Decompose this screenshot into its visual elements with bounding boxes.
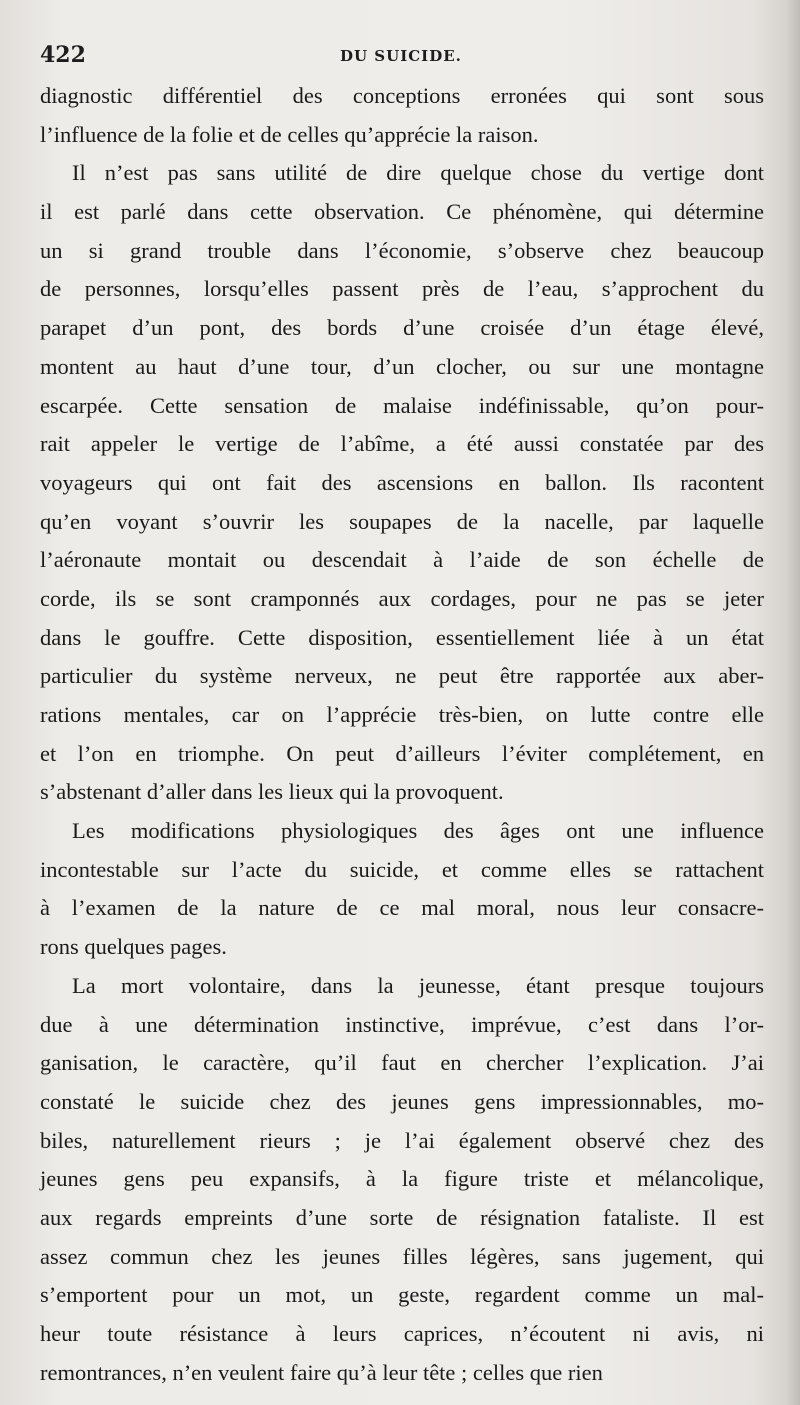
body-text <box>40 77 764 1392</box>
text-line: l’aéronaute montait ou descendait à l’aide de son échelle de <box>40 547 764 573</box>
text-line: assez commun chez les jeunes filles légères, sans jugement, qui <box>40 1243 764 1269</box>
text-line: escarpée. Cette sensation de malaise indéfinissable, qu’on pour- <box>40 392 764 418</box>
text-line: montent au haut d’une tour, d’un clocher, ou sur une montagne <box>40 353 764 379</box>
text-line: corde, ils se sont cramponnés aux cordages, pour ne pas se jeter <box>40 585 764 611</box>
running-header <box>40 40 764 70</box>
text-line: et l’on en triomphe. On peut d’ailleurs l’éviter complétement, en <box>40 740 764 766</box>
paragraph <box>40 812 764 967</box>
text-line: due à une détermination instinctive, imprévue, c’est dans l’or- <box>40 1011 764 1037</box>
text-line: Les modifications physiologiques des âges ont une influence <box>72 818 764 844</box>
paragraph <box>40 154 764 812</box>
text-line: constaté le suicide chez des jeunes gens impressionnables, mo- <box>40 1088 764 1114</box>
text-line: aux regards empreints d’une sorte de résignation fataliste. Il est <box>40 1204 764 1230</box>
page-edge-shadow <box>786 0 800 1405</box>
text-line: Il n’est pas sans utilité de dire quelque chose du vertige dont <box>72 160 764 186</box>
text-line: La mort volontaire, dans la jeunesse, étant presque toujours <box>72 972 764 998</box>
running-title: DU SUICIDE. <box>340 47 462 65</box>
text-line: l’influence de la folie et de celles qu’apprécie la raison. <box>40 121 539 147</box>
text-line: dans le gouffre. Cette disposition, essentiellement liée à un état <box>40 624 764 650</box>
text-line: à l’examen de la nature de ce mal moral, nous leur consacre- <box>40 895 764 921</box>
text-line: jeunes gens peu expansifs, à la figure triste et mélancolique, <box>40 1166 764 1192</box>
text-line: de personnes, lorsqu’elles passent près de l’eau, s’approchent du <box>40 276 764 302</box>
text-line: heur toute résistance à leurs caprices, n’écoutent ni avis, ni <box>40 1321 764 1346</box>
paragraph <box>40 967 764 1393</box>
text-line: ganisation, le caractère, qu’il faut en chercher l’explication. J’ai <box>40 1050 764 1076</box>
text-line: remontrances, n’en veulent faire qu’à leur tête ; celles que rien <box>40 1359 603 1385</box>
paragraph <box>40 77 764 154</box>
text-line: particulier du système nerveux, ne peut être rapportée aux aber- <box>40 663 764 689</box>
page-number: 422 <box>40 42 86 68</box>
text-line: diagnostic différentiel des conceptions erronées qui sont sous <box>40 83 764 108</box>
text-line: rons quelques pages. <box>40 934 227 960</box>
text-line: un si grand trouble dans l’économie, s’observe chez beaucoup <box>40 237 764 263</box>
text-line: parapet d’un pont, des bords d’une croisée d’un étage élevé, <box>40 315 764 341</box>
text-line: il est parlé dans cette observation. Ce phénomène, qui détermine <box>40 199 764 225</box>
text-line: biles, naturellement rieurs ; je l’ai également observé chez des <box>40 1127 764 1153</box>
text-line: s’abstenant d’aller dans les lieux qui la provoquent. <box>40 779 504 805</box>
text-line: rait appeler le vertige de l’abîme, a été aussi constatée par des <box>40 431 764 457</box>
text-line: s’emportent pour un mot, un geste, regardent comme un mal- <box>40 1282 764 1308</box>
text-line: incontestable sur l’acte du suicide, et comme elles se rattachent <box>40 856 764 882</box>
text-line: rations mentales, car on l’apprécie très-bien, on lutte contre elle <box>40 702 764 727</box>
text-line: qu’en voyant s’ouvrir les soupapes de la nacelle, par laquelle <box>40 508 764 534</box>
text-line: voyageurs qui ont fait des ascensions en ballon. Ils racontent <box>40 469 764 495</box>
